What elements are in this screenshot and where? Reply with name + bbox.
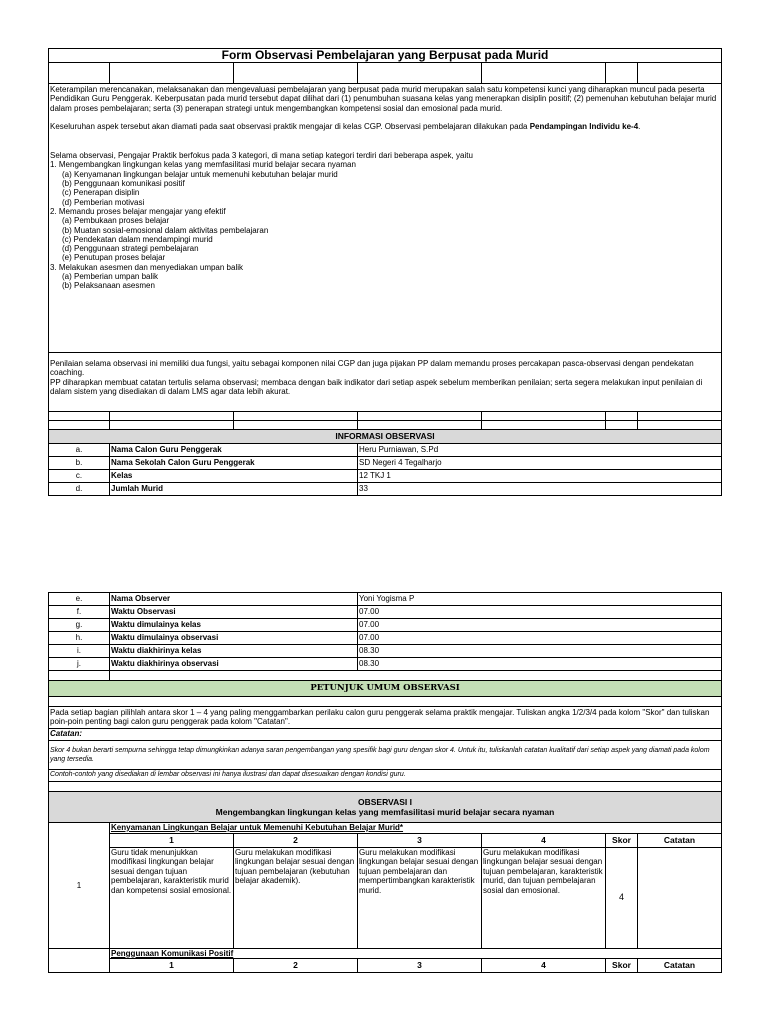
info-letter: i.: [49, 645, 110, 658]
catatan-note-1: Skor 4 bukan berarti sempurna sehingga tetap dimungkinkan adanya saran pengembangan yang spesifik bagi guru dengan skor 4. Untuk itu, tuliskanlah catatan kualitatif dari setiap aspek yang diamati pada kolom yang tersedia.: [49, 741, 722, 770]
intro-paragraph-2: [50, 122, 720, 131]
aspect-number: 1: [49, 823, 110, 949]
info-value: 12 TKJ 1: [358, 470, 722, 483]
level-1-text: Guru tidak menunjukkan modifikasi lingkungan belajar sesuai dengan tujuan pembelajaran, karakteristik murid dan kompetensi sosial emosional.: [110, 847, 234, 948]
empty-row: [49, 63, 722, 84]
info-value: 08.30: [358, 658, 722, 671]
level-1-header: 1: [110, 833, 234, 847]
notes-cell[interactable]: [638, 847, 722, 948]
category-line: (e) Penutupan proses belajar: [62, 253, 166, 263]
form-table-bottom: [48, 592, 722, 973]
empty-row: [49, 412, 722, 421]
level-2-header: 2: [234, 833, 358, 847]
info-label: Waktu diakhirinya observasi: [110, 658, 358, 671]
info-value: 07.00: [358, 619, 722, 632]
info-row: [49, 470, 722, 483]
info-value: 08.30: [358, 645, 722, 658]
info-value: 33: [358, 483, 722, 496]
info-row: [49, 457, 722, 470]
info-value: Heru Purniawan, S.Pd: [358, 444, 722, 457]
info-row: [49, 606, 722, 619]
assessment-paragraph-1: Penilaian selama observasi ini memiliki dua fungsi, yaitu sebagai komponen nilai CGP dan juga pijakan PP dalam memandu proses percakapan pasca-observasi dengan pendekatan coaching.: [50, 359, 694, 378]
info-letter: b.: [49, 457, 110, 470]
assessment-block: [49, 353, 722, 412]
observasi-header: [49, 792, 722, 823]
info-letter: d.: [49, 483, 110, 496]
assessment-paragraph-2: PP diharapkan membuat catatan tertulis selama observasi; membaca dengan baik indikator dari setiap aspek sebelum memberikan penilaian; serta segera melakukan input penilaian di dalam sistem yang disediakan di dalam LMS agar data lebih akurat.: [50, 377, 703, 396]
category-line: (a) Pembukaan proses belajar: [62, 216, 170, 226]
info-letter: f.: [49, 606, 110, 619]
intro-p2-text: Keseluruhan aspek tersebut akan diamati pada saat observasi praktik mengajar di kelas CGP. Observasi pembelajaran dilakukan pada: [50, 121, 530, 131]
info-label: Waktu dimulainya observasi: [110, 632, 358, 645]
info-row: [49, 483, 722, 496]
info-row: [49, 619, 722, 632]
category-line: 3. Melakukan asesmen dan menyediakan umpan balik: [50, 262, 244, 272]
form-table-top: [48, 48, 722, 496]
info-label: Waktu diakhirinya kelas: [110, 645, 358, 658]
info-letter: e.: [49, 593, 110, 606]
info-letter: c.: [49, 470, 110, 483]
empty-row: [49, 782, 722, 792]
observasi-subtitle: Mengembangkan lingkungan kelas yang memfasilitasi murid belajar secara nyaman: [215, 807, 555, 817]
catatan-label: Catatan:: [49, 729, 722, 741]
catatan-header: Catatan: [638, 959, 722, 973]
petunjuk-text: Pada setiap bagian pilihlah antara skor 1 – 4 yang paling menggambarkan perilaku calon guru penggerak selama praktik mengajar. Tuliskan angka 1/2/3/4 pada kolom "Skor" dan tuliskan poin-poin penting bagi calon guru penggerak pada kolom "Catatan".: [49, 707, 722, 729]
category-line: (d) Penggunaan strategi pembelajaran: [62, 244, 199, 254]
score-cell[interactable]: 4: [606, 847, 638, 948]
level-4-header: 4: [482, 959, 606, 973]
empty-row: [49, 421, 722, 430]
info-label: Nama Sekolah Calon Guru Penggerak: [110, 457, 358, 470]
info-letter: h.: [49, 632, 110, 645]
info-value: SD Negeri 4 Tegalharjo: [358, 457, 722, 470]
intro-p2-bold: Pendampingan Individu ke-4: [529, 121, 639, 131]
aspect-2-title: Penggunaan Komunikasi Positif: [110, 948, 722, 959]
category-line: (d) Pemberian motivasi: [62, 197, 145, 207]
skor-header: Skor: [606, 833, 638, 847]
info-header: INFORMASI OBSERVASI: [49, 430, 722, 444]
form-sheet-top: [48, 48, 721, 496]
form-sheet-bottom: [48, 592, 721, 973]
form-title: Form Observasi Pembelajaran yang Berpusat pada Murid: [49, 49, 722, 63]
info-label: Jumlah Murid: [110, 483, 358, 496]
level-3-header: 3: [358, 959, 482, 973]
category-line: (b) Pelaksanaan asesmen: [62, 281, 155, 291]
empty-row: [49, 671, 722, 681]
category-line: 2. Memandu proses belajar mengajar yang efektif: [50, 206, 226, 216]
level-3-header: 3: [358, 833, 482, 847]
info-label: Kelas: [110, 470, 358, 483]
intro-p2-end: .: [638, 121, 641, 131]
catatan-note-2: Contoh-contoh yang disediakan di lembar observasi ini hanya ilustrasi dan dapat disesuaikan dengan kondisi guru.: [49, 770, 722, 782]
petunjuk-header: PETUNJUK UMUM OBSERVASI: [49, 681, 722, 697]
level-4-text: Guru melakukan modifikasi lingkungan belajar sesuai dengan tujuan pembelajaran, karakteristik murid, dan tujuan pembelajaran sosial dan emosional.: [482, 847, 606, 948]
level-2-text: Guru melakukan modifikasi lingkungan belajar sesuai dengan tujuan pembelajaran (kebutuhan belajar akademik).: [234, 847, 358, 948]
info-row: [49, 444, 722, 457]
info-row: [49, 632, 722, 645]
catatan-header: Catatan: [638, 833, 722, 847]
intro-block: [49, 84, 722, 353]
aspect-number-cell: [49, 948, 110, 973]
level-2-header: 2: [234, 959, 358, 973]
info-row: [49, 658, 722, 671]
info-letter: a.: [49, 444, 110, 457]
info-value: Yoni Yogisma P: [358, 593, 722, 606]
categories-list: [50, 160, 720, 290]
info-value: 07.00: [358, 606, 722, 619]
category-line: (c) Penerapan disiplin: [62, 188, 140, 198]
category-line: (b) Muatan sosial-emosional dalam aktivitas pembelajaran: [62, 225, 269, 235]
info-label: Waktu Observasi: [110, 606, 358, 619]
observasi-title: OBSERVASI I: [357, 797, 412, 807]
info-label: Nama Calon Guru Penggerak: [110, 444, 358, 457]
aspect-1-title: Kenyamanan Lingkungan Belajar untuk Memenuhi Kebutuhan Belajar Murid*: [110, 823, 722, 834]
info-label: Nama Observer: [110, 593, 358, 606]
level-4-header: 4: [482, 833, 606, 847]
info-value: 07.00: [358, 632, 722, 645]
intro-paragraph-1: Keterampilan merencanakan, melaksanakan dan mengevaluasi pembelajaran yang berpusat pada murid merupakan salah satu kompetensi kunci yang diharapkan muncul pada peserta Pendidikan Guru Penggerak. Keberpusatan pada murid tersebut dapat dilihat dari (1) penumbuhan suasana kelas yang menerapkan disiplin positif; (2) pemenuhan kebutuhan belajar murid dalam proses pembelajaran; serta (3) penerapan strategi untuk mengembangkan kompetensi sosial dan emosional pada murid.: [50, 85, 717, 113]
category-line: (a) Kenyamanan lingkungan belajar untuk memenuhi kebutuhan belajar murid: [62, 169, 338, 179]
level-1-header: 1: [110, 959, 234, 973]
info-letter: g.: [49, 619, 110, 632]
category-line: (b) Penggunaan komunikasi positif: [62, 179, 185, 189]
category-line: (a) Pemberian umpan balik: [62, 272, 159, 282]
category-line: 1. Mengembangkan lingkungan kelas yang memfasilitasi murid belajar secara nyaman: [50, 160, 356, 170]
info-row: [49, 593, 722, 606]
level-3-text: Guru melakukan modifikasi lingkungan belajar sesuai dengan tujuan pembelajaran dan mempertimbangkan karakteristik murid.: [358, 847, 482, 948]
info-row: [49, 645, 722, 658]
empty-row: [49, 697, 722, 707]
info-label: Waktu dimulainya kelas: [110, 619, 358, 632]
categories-lead: Selama observasi, Pengajar Praktik berfokus pada 3 kategori, di mana setiap kategori terdiri dari beberapa aspek, yaitu: [50, 151, 473, 161]
info-letter: j.: [49, 658, 110, 671]
skor-header: Skor: [606, 959, 638, 973]
category-line: (c) Pendekatan dalam mendampingi murid: [62, 234, 213, 244]
